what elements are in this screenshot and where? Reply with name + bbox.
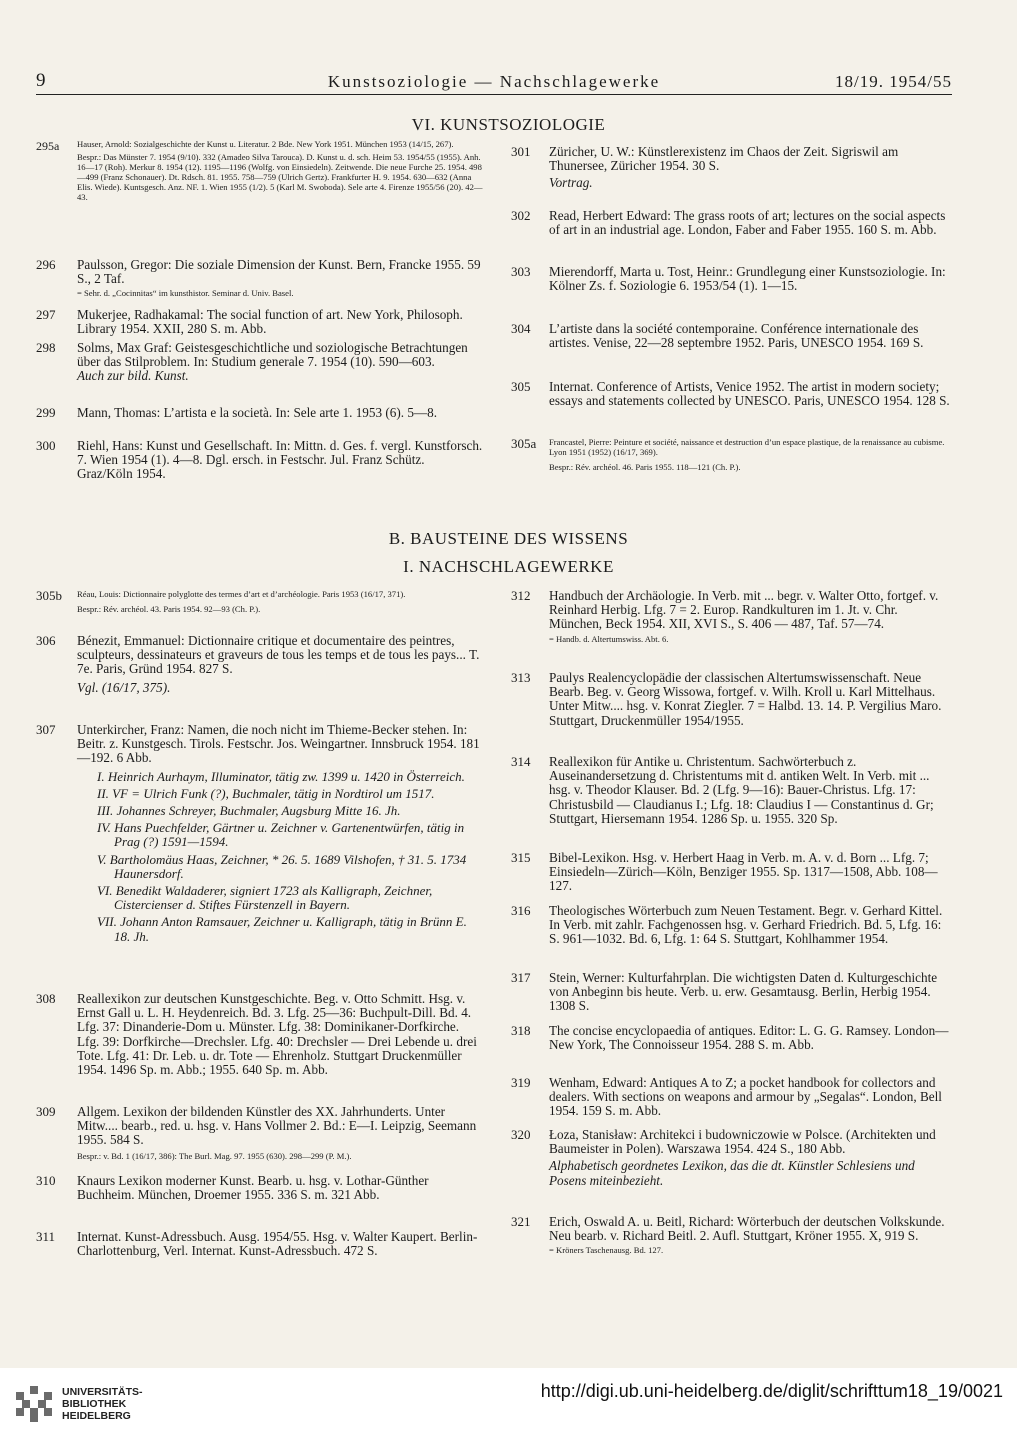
university-library-logo-icon xyxy=(14,1384,54,1424)
sub-item: I. Heinrich Aurhaym, Illuminator, tätig zw. 1399 u. 1420 in Österreich. xyxy=(97,768,465,784)
entry-number: 305b xyxy=(36,588,62,603)
entry-299 xyxy=(36,405,483,420)
entry-number: 300 xyxy=(36,438,56,453)
entry-text: Mukerjee, Radhakamal: The social function of art. New York, Philosoph. Library 1954. XXII, 280 S. m. Abb. xyxy=(77,307,463,337)
sub-item: IV. Hans Puechfelder, Gärtner u. Zeichner v. Gartenentwürfen, tätig in Prag (?) 1591—1594. xyxy=(97,820,465,850)
entry-315 xyxy=(511,850,951,894)
entry-review: Bespr.: v. Bd. 1 (16/17, 386): The Burl. Mag. 97. 1955 (630). 298—299 (P. M.). xyxy=(77,1150,352,1161)
entry-review: Bespr.: Rév. archéol. 46. Paris 1955. 118—121 (Ch. P.). xyxy=(549,462,741,472)
entry-number: 311 xyxy=(36,1229,56,1244)
entry-number: 305 xyxy=(511,379,531,394)
entry-308 xyxy=(36,991,483,1078)
entry-319 xyxy=(511,1075,951,1119)
entry-303 xyxy=(511,264,951,294)
entry-text: Paulys Realencyclopädie der classischen Altertumswissenschaft. Neue Bearb. Beg. v. Georg Wissowa, fortgef. v. Wilh. Kroll u. Karl Mittelhaus. Unter Mitw.... hsg. v. Konrat Ziegler. 7 = Halbd. 13. 14. P. Vergilius Maro. Stuttgart, Druckenmüller 1954/1955. xyxy=(549,670,942,728)
entry-text: Bibel-Lexikon. Hsg. v. Herbert Haag in Verb. m. A. v. d. Born ... Lfg. 7; Einsiedeln—Zürich—Köln, Benziger 1955. Sp. 1317—1508, Abb. 108—127. xyxy=(549,850,938,894)
entry-text: Bénezit, Emmanuel: Dictionnaire critique et documentaire des peintres, sculpteurs, dessinateurs et graveurs de tous les temps et de tous les pays... T. 7e. Paris, Gründ 1954. 827 S. xyxy=(77,633,480,677)
entry-number: 303 xyxy=(511,264,531,279)
entry-number: 320 xyxy=(511,1127,531,1142)
entry-number: 319 xyxy=(511,1075,531,1090)
sub-item: III. Johannes Schreyer, Buchmaler, Augsburg Mitte 16. Jh. xyxy=(97,803,401,819)
entry-text: Mierendorff, Marta u. Tost, Heinr.: Grundlegung einer Kunstsoziologie. In: Kölner Zs. f. Soziologie 6. 1953/54 (1). 1—15. xyxy=(549,264,946,294)
entry-text: Réau, Louis: Dictionnaire polyglotte des termes d’art et d’archéologie. Paris 1953 (16/17, 371). xyxy=(77,589,406,599)
entry-321 xyxy=(511,1214,951,1256)
entry-320 xyxy=(511,1127,951,1188)
entry-number: 312 xyxy=(511,588,531,603)
entry-number: 316 xyxy=(511,903,531,918)
section-title-kunstsoziologie: VI. KUNSTSOZIOLOGIE xyxy=(411,115,606,134)
entry-note: Auch zur bild. Kunst. xyxy=(77,368,189,384)
entry-314 xyxy=(511,754,951,826)
entry-number: 313 xyxy=(511,670,531,685)
entry-296 xyxy=(36,257,483,299)
header-rule xyxy=(36,94,952,95)
entry-298 xyxy=(36,340,483,384)
entry-number: 315 xyxy=(511,850,531,865)
source-url[interactable]: http://digi.ub.uni-heidelberg.de/diglit/schrifttum18_19/0021 xyxy=(540,1381,1003,1401)
entry-number: 296 xyxy=(36,257,56,272)
entry-text: Knaurs Lexikon moderner Kunst. Bearb. u. hsg. v. Lothar-Günther Buchheim. München, Droemer 1955. 336 S. m. 321 Abb. xyxy=(77,1173,429,1203)
entry-text: Theologisches Wörterbuch zum Neuen Testament. Begr. v. Gerhard Kittel. In Verb. mit zahlr. Fachgenossen hsg. v. Gerhard Friedrich. Bd. 5, Lfg. 16: S. 961—1032. Bd. 6, Lfg. 1: 64 S. Stuttgart, Kohlhammer 1954. xyxy=(549,903,943,947)
sub-item: II. VF = Ulrich Funk (?), Buchmaler, tätig in Nordtirol um 1517. xyxy=(97,785,435,801)
entry-302 xyxy=(511,208,951,238)
entry-text: Züricher, U. W.: Künstlerexistenz im Chaos der Zeit. Sigriswil am Thunersee, Züricher 1954. 30 S. xyxy=(549,144,899,174)
entry-text: Internat. Kunst-Adressbuch. Ausg. 1954/55. Hsg. v. Walter Kaupert. Berlin-Charlottenburg, Verl. Internat. Kunst-Adressbuch. 472 S. xyxy=(77,1229,478,1259)
entry-text: Solms, Max Graf: Geistesgeschichtliche und soziologische Betrachtungen über das Stilproblem. In: Studium generale 7. 1954 (10). 590—603. xyxy=(77,340,468,370)
entry-number: 304 xyxy=(511,321,531,336)
entry-number: 298 xyxy=(36,340,56,355)
entry-series-note: = Sehr. d. „Cocinnitas“ im kunsthistor. Seminar d. Univ. Basel. xyxy=(77,288,294,299)
entry-text: Paulsson, Gregor: Die soziale Dimension der Kunst. Bern, Francke 1955. 59 S., 2 Taf. xyxy=(77,257,481,287)
entry-review: Bespr.: Das Münster 7. 1954 (9/10). 332 (Amadeo Silva Tarouca). D. Kunst u. d. sch. Heim 53. 1954/55 (1955). Anh. 16—17 (Roh). Merkur 8. 1954 (12). 1195—1196 (Wolfg. von Einsiedeln). Zeitwende. Die neue Furche 25. 1954. 498—499 (Franz Schonauer). Dt. Rdsch. 81. 1955. 758—759 (Ulrich Gertz). Frankfurter H. 9. 1954. 630—632 (Anna Elis. Wiede). Kuntsgesch. Anz. NF. 1. Wien 1955 (1/2). 5 (Karl M. Swoboda). Sele arte 4. Firenze 1955/56 (20). 42—43. xyxy=(77,152,483,202)
entry-295a xyxy=(36,139,483,202)
entry-number: 310 xyxy=(36,1173,56,1188)
entry-text: Reallexikon für Antike u. Christentum. Sachwörterbuch z. Auseinandersetzung d. Christentums mit d. antiken Welt. In Verb. mit ... hsg. v. Theodor Klauser. Bd. 2 (Lfg. 9—16): Bauer-Christus. Lfg. 17: Christusbild — Claudianus I.; Lfg. 18: Claudius I — Constantinus d. Gr; Stuttgart, Hiersemann 1954. 1286 Sp. u. 1955. 320 Sp. xyxy=(549,754,934,826)
entry-316 xyxy=(511,903,951,947)
entry-text: Erich, Oswald A. u. Beitl, Richard: Wörterbuch der deutschen Volkskunde. Neu bearb. v. Richard Beitl. 2. Aufl. Stuttgart, Kröner 1955. X, 919 S. xyxy=(549,1214,945,1244)
entry-note: Vgl. (16/17, 375). xyxy=(77,679,171,695)
entry-series-note: = Handb. d. Altertumswiss. Abt. 6. xyxy=(549,633,669,644)
entry-307 xyxy=(36,722,483,944)
entry-301 xyxy=(511,144,951,191)
entry-313 xyxy=(511,670,951,728)
entry-310 xyxy=(36,1173,483,1203)
entry-text: Francastel, Pierre: Peinture et société, naissance et destruction d’un espace plastique, de la renaissance au cubisme. Lyon 1951 (1952) (16/17, 369). xyxy=(549,437,945,457)
entry-number: 306 xyxy=(36,633,56,648)
digitization-footer xyxy=(0,1368,1017,1443)
entry-text: Riehl, Hans: Kunst und Gesellschaft. In: Mittn. d. Ges. f. vergl. Kunstforsch. 7. Wien 1954 (1). 4—8. Dgl. ersch. in Festschr. Jul. Franz Schütz. Graz/Köln 1954. xyxy=(77,438,483,482)
entry-309 xyxy=(36,1104,483,1161)
entry-300 xyxy=(36,438,483,482)
page-number: 9 xyxy=(36,70,46,91)
entry-series-note: = Kröners Taschenausg. Bd. 127. xyxy=(549,1245,664,1256)
section-title-bausteine: B. BAUSTEINE DES WISSENS xyxy=(388,529,629,548)
library-name-line: BIBLIOTHEK xyxy=(62,1398,127,1410)
entry-304 xyxy=(511,321,951,351)
entry-number: 309 xyxy=(36,1104,56,1119)
entry-note: Alphabetisch geordnetes Lexikon, das die dt. Künstler Schlesiens und Posens miteinbezieht. xyxy=(549,1158,915,1188)
sub-item: VI. Benedikt Waldaderer, signiert 1723 als Kalligraph, Zeichner, Cistercienser d. Stiftes Fürstenzell in Bayern. xyxy=(97,883,433,913)
entry-305a xyxy=(511,436,951,472)
entry-311 xyxy=(36,1229,483,1259)
entry-number: 295a xyxy=(36,139,60,153)
sub-item: VII. Johann Anton Ramsauer, Zeichner u. Kalligraph, tätig in Brünn E. 18. Jh. xyxy=(97,914,467,944)
running-header xyxy=(36,70,952,94)
entry-number: 317 xyxy=(511,970,531,985)
entry-text: L’artiste dans la société contemporaine. Conférence internationale des artistes. Venise, 22—28 septembre 1952. Paris, UNESCO 1954. 169 S. xyxy=(549,321,924,351)
entry-text: The concise encyclopaedia of antiques. Editor: L. G. G. Ramsey. London—New York, The Connoisseur 1954. 288 S. m. Abb. xyxy=(549,1023,949,1053)
entry-number: 318 xyxy=(511,1023,531,1038)
sub-item: V. Bartholomäus Haas, Zeichner, * 26. 5. 1689 Vilshofen, † 31. 5. 1734 Haunersdorf. xyxy=(97,851,467,881)
entry-text: Internat. Conference of Artists, Venice 1952. The artist in modern society; essays and statements collected by UNESCO. Paris, UNESCO 1954. 128 S. xyxy=(549,379,950,409)
section-subtitle-nachschlagewerke: I. NACHSCHLAGEWERKE xyxy=(403,557,614,576)
running-title: Kunstsoziologie — Nachschlagewerke xyxy=(327,72,661,91)
entry-297 xyxy=(36,307,483,337)
entry-text: Allgem. Lexikon der bildenden Künstler des XX. Jahrhunderts. Unter Mitw.... bearb., red. u. hsg. v. Hans Vollmer 2. Bd.: E—I. Leipzig, Seemann 1955. 584 S. xyxy=(77,1104,477,1148)
entry-text: Stein, Werner: Kulturfahrplan. Die wichtigsten Daten d. Kulturgeschichte von Anbeginn bis heute. Verb. u. erw. Gesamtausg. Berlin, Herbig 1954. 1308 S. xyxy=(549,970,938,1014)
entry-number: 314 xyxy=(511,754,531,769)
entry-text: Mann, Thomas: L’artista e la società. In: Sele arte 1. 1953 (6). 5—8. xyxy=(77,405,438,420)
entry-number: 305a xyxy=(511,436,537,451)
entry-note: Vortrag. xyxy=(549,175,593,191)
entry-305 xyxy=(511,379,951,409)
entry-number: 299 xyxy=(36,405,56,420)
entry-text: Handbuch der Archäologie. In Verb. mit ... begr. v. Walter Otto, fortgef. v. Reinhard Herbig. Lfg. 7 = 2. Europ. Randkulturen im 1. Jt. v. Chr. München, Beck 1954. XII, XVI S., S. 406 — 487, Taf. 57—74. xyxy=(549,588,939,632)
volume-years: 18/19. 1954/55 xyxy=(835,72,952,91)
entry-317 xyxy=(511,970,951,1014)
entry-number: 307 xyxy=(36,722,56,737)
library-name-line: UNIVERSITÄTS- xyxy=(62,1386,143,1398)
entry-text: Read, Herbert Edward: The grass roots of art; lectures on the social aspects of art in an industrial age. London, Faber and Faber 1955. 160 S. m. Abb. xyxy=(549,208,946,238)
entry-305b xyxy=(36,588,483,614)
entry-312 xyxy=(511,588,951,644)
entry-text: Hauser, Arnold: Sozialgeschichte der Kunst u. Literatur. 2 Bde. New York 1951. München 1953 (14/15, 267). xyxy=(77,139,454,149)
entry-text: Reallexikon zur deutschen Kunstgeschichte. Beg. v. Otto Schmitt. Hsg. v. Ernst Gall u. L. H. Heydenreich. Bd. 3. Lfg. 25—36: Buchpult-Dill. Bd. 4. Lfg. 37: Dinanderie-Dom u. Münster. Lfg. 38: Dominikaner-Dorfkirche. Lfg. 39: Dorfkirche—Drechsler. Lfg. 40: Drechsler — Drei Lebende u. drei Tote. Lfg. 41: Dr. Leb. u. dr. Tote — Ehrenholz. Stuttgart Druckenmüller 1954. 1496 Sp. m. Abb.; 1955. 640 Sp. m. Abb. xyxy=(77,991,477,1078)
entry-number: 297 xyxy=(36,307,56,322)
entry-306 xyxy=(36,633,483,695)
library-name-line: HEIDELBERG xyxy=(62,1410,131,1422)
entry-number: 302 xyxy=(511,208,531,223)
library-name xyxy=(62,1386,143,1422)
entry-text: Łoza, Stanisław: Architekci i budowniczowie w Polsce. (Architekten und Baumeister in Polen). Warszawa 1954. 424 S., 180 Abb. xyxy=(549,1127,936,1157)
entry-text: Wenham, Edward: Antiques A to Z; a pocket handbook for collectors and dealers. With sections on weapons and armour by „Segalas“. London, Bell 1954. 159 S. m. Abb. xyxy=(549,1075,942,1119)
entry-318 xyxy=(511,1023,951,1053)
entry-review: Bespr.: Rév. archéol. 43. Paris 1954. 92—93 (Ch. P.). xyxy=(77,604,261,614)
entry-number: 301 xyxy=(511,144,531,159)
entry-text: Unterkircher, Franz: Namen, die noch nicht im Thieme-Becker stehen. In: Beitr. z. Kunstgesch. Tirols. Festschr. Jos. Weingartner. Innsbruck 1954. 181—192. 6 Abb. xyxy=(77,722,480,766)
entry-number: 321 xyxy=(511,1214,531,1229)
entry-number: 308 xyxy=(36,991,56,1006)
